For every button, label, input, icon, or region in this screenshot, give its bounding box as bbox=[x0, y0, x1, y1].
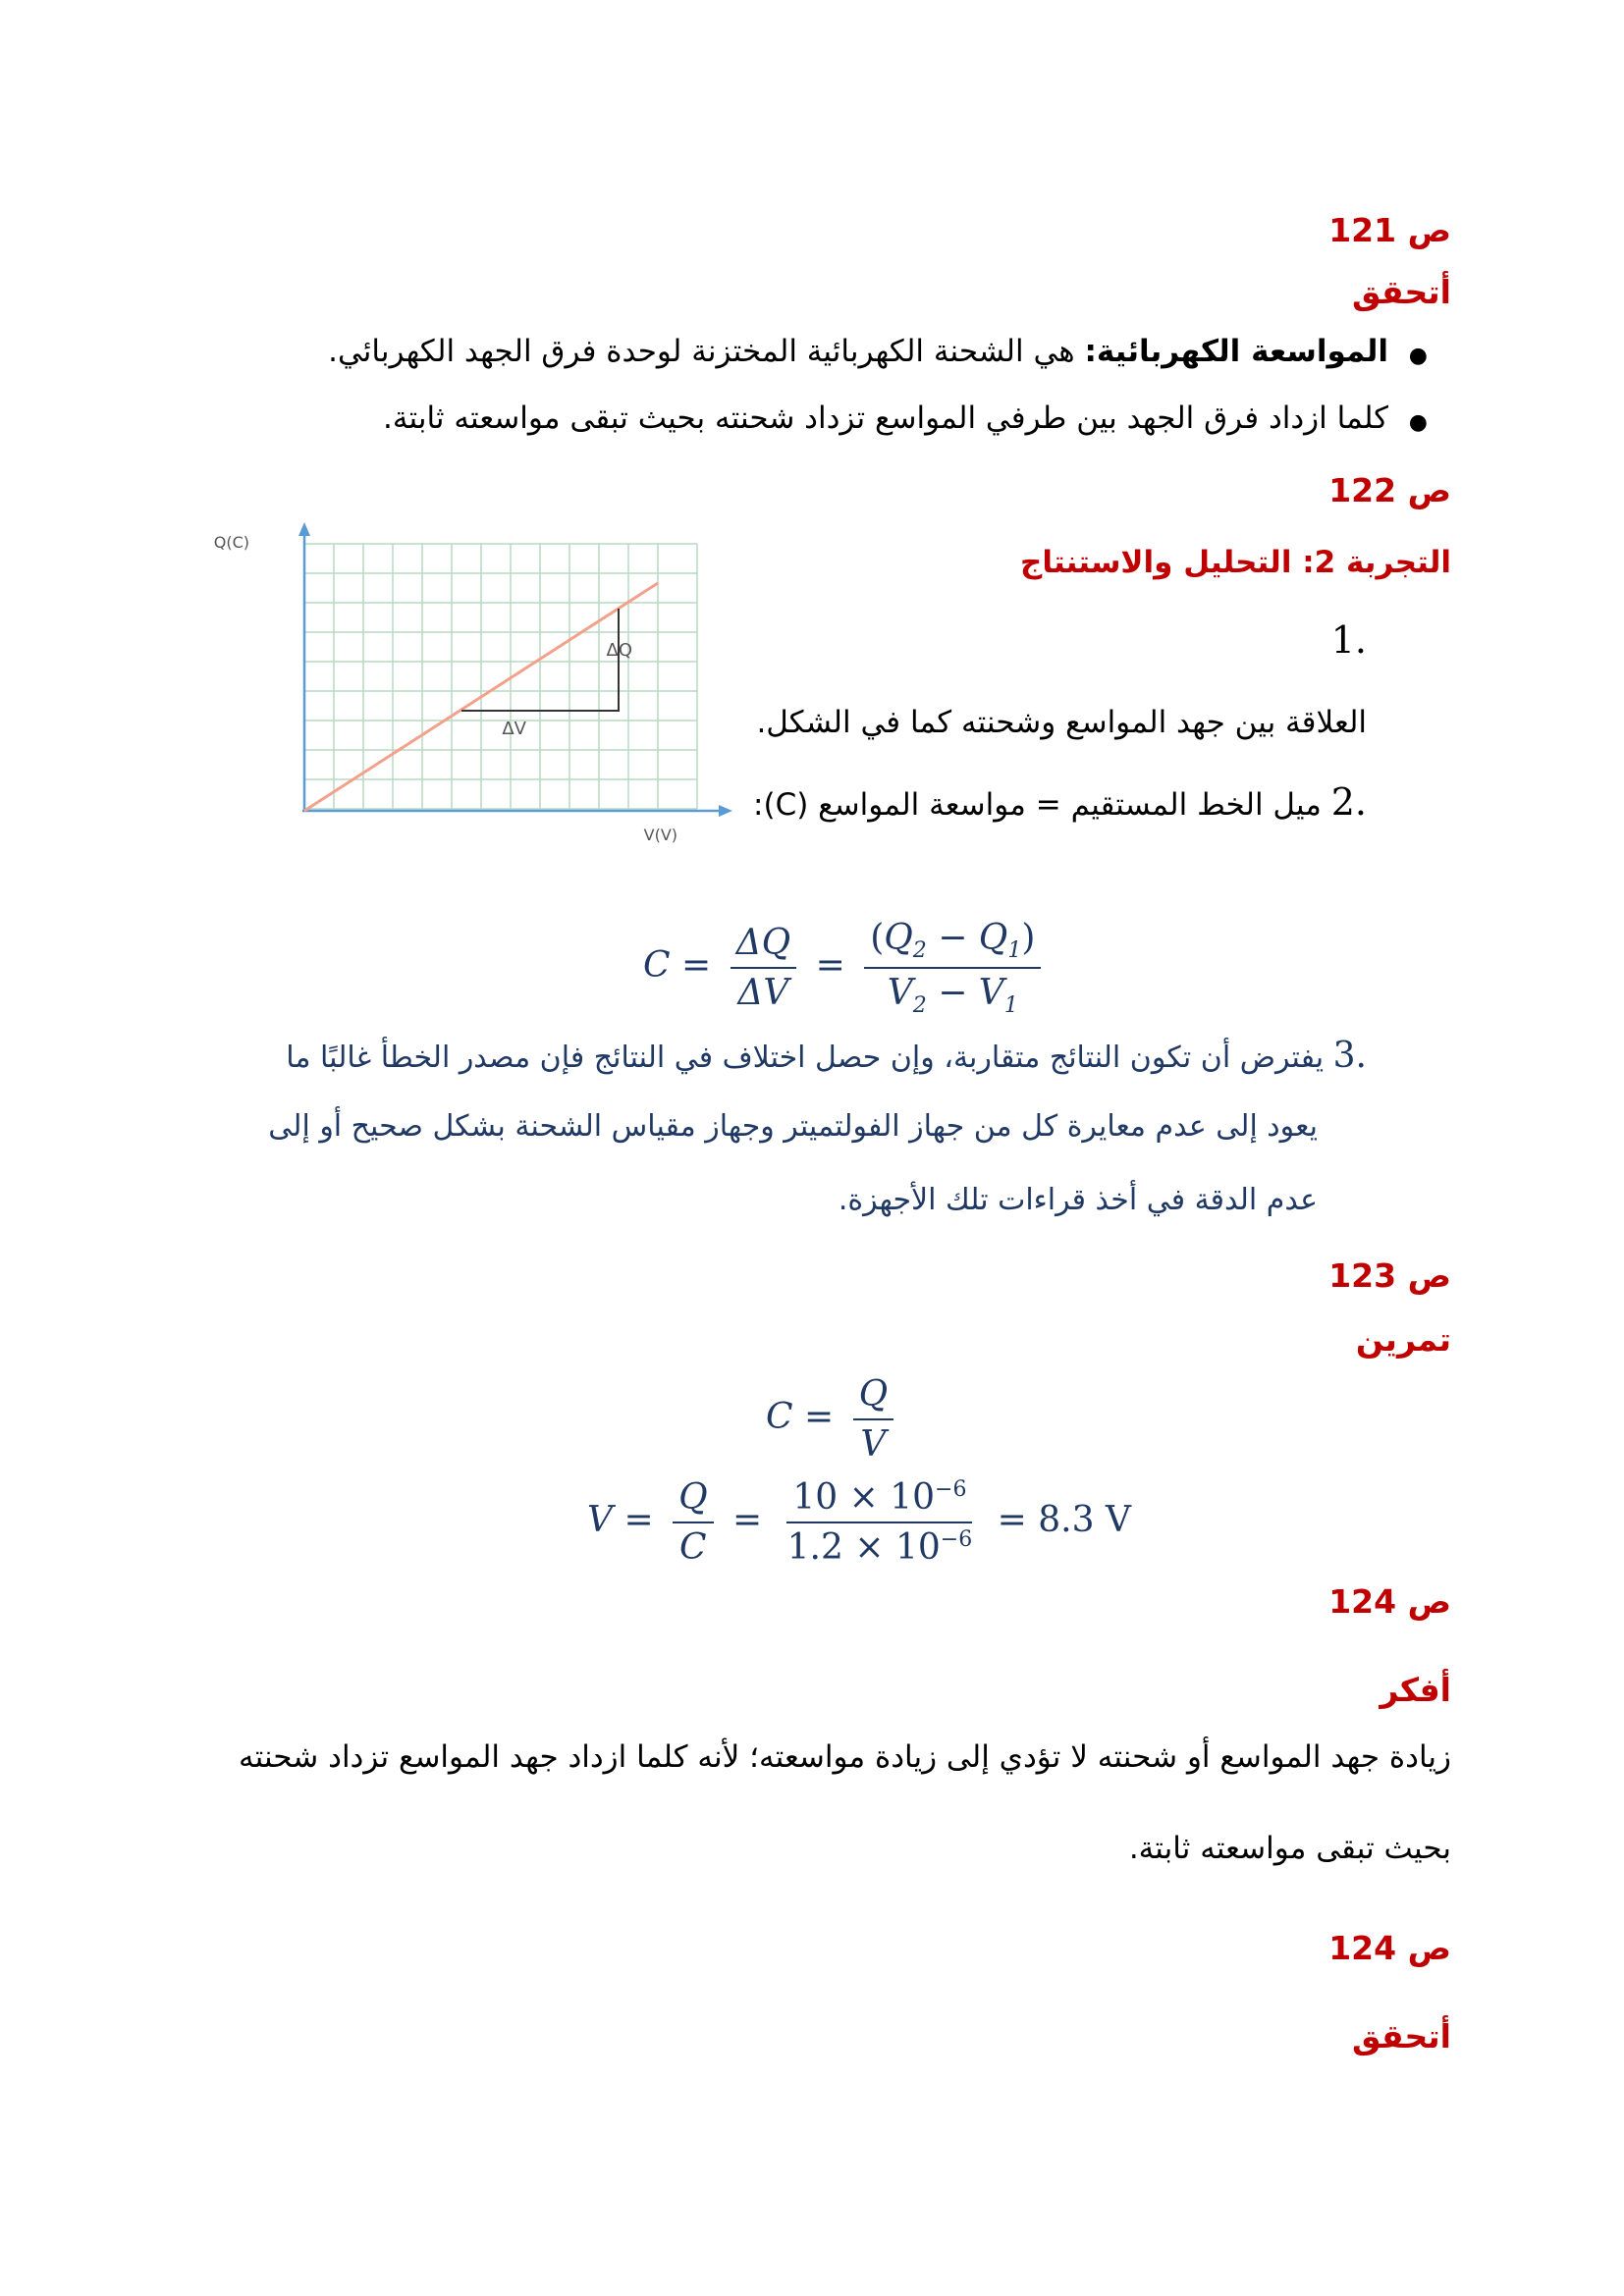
graph-grid bbox=[304, 544, 697, 809]
page-122-heading: ص 122 bbox=[1328, 471, 1451, 509]
bullet-1 bbox=[328, 334, 1428, 369]
x-axis-label: V(V) bbox=[643, 826, 677, 844]
experiment-heading: التجربة 2: التحليل والاستنتاج bbox=[1020, 545, 1451, 580]
item-3-line-3: عدم الدقة في أخذ قراءات تلك الأجهزة. bbox=[838, 1183, 1318, 1217]
y-axis-arrow-icon bbox=[298, 522, 310, 536]
capacitance-formula: C = $\frac{Q}{V}$ bbox=[766, 1374, 901, 1465]
item-3-number: .3 bbox=[1332, 1036, 1367, 1076]
item-3-line-1 bbox=[286, 1036, 1367, 1076]
capacitance-slope-equation: C = $\frac{\Delta Q}{\Delta V}$ = $\frac{(Q_2 - Q_1)}{V_2 - V_1}$ bbox=[643, 918, 1049, 1018]
think-line-2: بحيث تبقى مواسعته ثابتة. bbox=[1128, 1831, 1451, 1866]
page-124b-heading: ص 124 bbox=[1328, 1929, 1451, 1967]
page-124-heading: ص 124 bbox=[1328, 1582, 1451, 1621]
item-3-text-1: يفترض أن تكون النتائج متقاربة، وإن حصل اختلاف في النتائج فإن مصدر الخطأ غالبًا ما bbox=[286, 1041, 1333, 1075]
x-axis-arrow-icon bbox=[719, 805, 732, 817]
item-2-number: .2 bbox=[1330, 780, 1367, 824]
page-123-heading: ص 123 bbox=[1328, 1256, 1451, 1295]
exercise-heading: تمرين bbox=[1355, 1320, 1451, 1359]
delta-v-label: ΔV bbox=[502, 719, 526, 739]
bullet-1-text: هي الشحنة الكهربائية المختزنة لوحدة فرق الجهد الكهربائي. bbox=[328, 334, 1085, 369]
think-heading: أفكر bbox=[1380, 1671, 1451, 1709]
item-3-line-2: يعود إلى عدم معايرة كل من جهاز الفولتميتر وجهاز مقياس الشحنة بشكل صحيح أو إلى bbox=[268, 1109, 1318, 1144]
item-2 bbox=[753, 780, 1367, 824]
voltage-calculation: V = $\frac{Q}{C}$ = $\frac{10 \times 10^{-6}}{1.2 \times 10^{-6}}$ = 8.3 V bbox=[587, 1477, 1131, 1568]
check-heading-124: أتحقق bbox=[1352, 2017, 1451, 2056]
bullet-2 bbox=[382, 400, 1428, 436]
think-line-1: زيادة جهد المواسع أو شحنته لا تؤدي إلى زيادة مواسعته؛ لأنه كلما ازداد جهد المواسع تزداد شحنته bbox=[238, 1739, 1451, 1775]
bullet-2-text: كلما ازداد فرق الجهد بين طرفي المواسع تزداد شحنته بحيث تبقى مواسعته ثابتة. bbox=[382, 400, 1388, 436]
bullet-dot-icon: ● bbox=[1408, 344, 1428, 368]
page-121-heading: ص 121 bbox=[1328, 211, 1451, 249]
bullet-dot-icon: ● bbox=[1408, 410, 1428, 435]
item-1-number: .1 bbox=[1330, 618, 1367, 662]
bullet-1-term: المواسعة الكهربائية: bbox=[1084, 334, 1388, 369]
delta-q-label: ΔQ bbox=[606, 640, 632, 661]
item-2-text: ميل الخط المستقيم = مواسعة المواسع (C): bbox=[753, 787, 1331, 823]
item-1-text: العلاقة بين جهد المواسع وشحنته كما في الشكل. bbox=[756, 705, 1367, 740]
check-heading-121: أتحقق bbox=[1352, 273, 1451, 311]
charge-voltage-graph bbox=[213, 518, 736, 852]
y-axis-label: Q(C) bbox=[213, 533, 249, 552]
